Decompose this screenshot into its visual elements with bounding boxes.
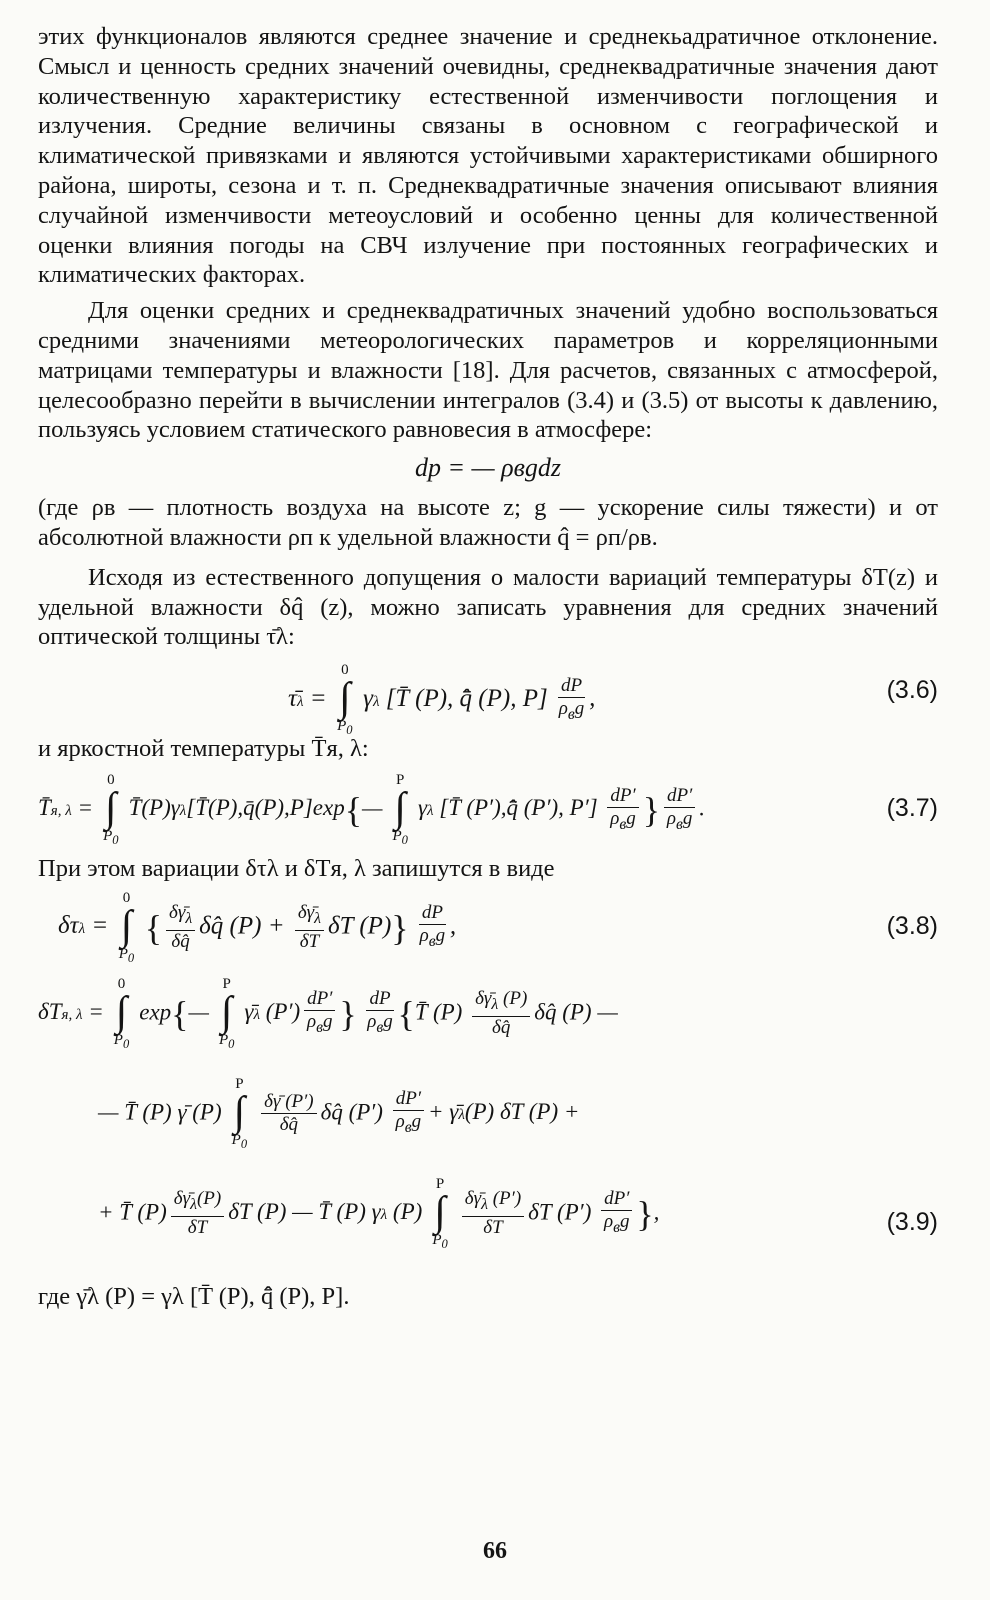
paragraph-5: и яркостной температуры T̄я, λ: — [38, 735, 369, 763]
paragraph-6: При этом вариации δτλ и δTя, λ запишутся в виде — [38, 854, 555, 882]
paragraph-7: где γ̄λ (P) = γλ [T̄ (P), q̄̂ (P), P]. — [38, 1282, 350, 1310]
paragraph-3: (где ρв — плотность воздуха на высоте z; g — ускорение силы тяжести) и от абсолютной влажности ρп к удельной влажности q̂ = ρп/ρв. — [38, 494, 938, 551]
equation-3-8: δτλ = 0 ∫ $P_0$ { $\frac{\delta\gammā_\lambda}{\delta q̂}$ δq̂ (P) + $\frac{\delta\gammā_\lambda}{\delta T}$ δT (P)} $\frac{dP}{\rho_вg}$ , (3.8) — [58, 889, 938, 965]
page-body — [38, 22, 938, 1312]
equation-number-3-9: (3.9) — [886, 1207, 938, 1236]
equation-number-3-6: (3.6) — [886, 676, 938, 705]
equation-static-equilibrium: dp = — ρвgdz — [414, 453, 562, 483]
paragraph-2: Для оценки средних и среднеквадратичных значений удобно воспользоваться средними значениями метеорологических параметров и корреляционными матрицами температуры и влажности [18]. Для расчетов, связанных с атмосферой, целесообразно перейти в вычислении интегралов (3.4) и (3.5) от высоты к давлению, пользуясь условием статического равновесия в атмосфере: — [38, 297, 938, 444]
page-number: 66 — [483, 1538, 507, 1564]
equation-3-9: δTя, λ = 0 ∫ $P_0$ exp{— P ∫ $P_0$ γ̄λ (P′) $\frac{dP'}{\rho_вg}$ } $\frac{dP}{\rho_вg}$ {T̄ (P) $\frac{\delta\gammā_\lambda (P)}{\delta q̂}$ δq̂ (P) — — T̄ (P) γ̄ (P) P ∫ $P_0$ $\frac{\delta\gammā (P')}{\delta q̂}$ δq̂ (P′) $\frac{dP'}{\rho_вg}$ + γ̄λ(P) δT (P) + + T̄ (P) $\frac{\delta\gammā_\lambda(P)}{\delta T}$ δT (P) — T̄ (P) γλ (P) P ∫ $P_0$ $\frac{\delta\gammā_\lambda (P')}{\delta T}$ δT (P′) $\frac{dP'}{\rho_вg}$ }, (3.9) — [38, 975, 938, 1251]
paragraph-1: этих функционалов являются среднее значение и среднекьадратичное отклонение. Смысл и ценность средних значений очевидны, среднеквадратичные значения дают количественную характеристику естественной изменчивости поглощения и излучения. Средние величины связаны в основном с географической и климатической привязками и являются устойчивыми характеристиками обширного района, широты, сезона и т. п. Среднеквадратичные значения описывают влияния случайной изменчивости метеоусловий и особенно ценны для количественной оценки влияния погоды на СВЧ излучение при постоянных географических и климатических факторах. — [38, 23, 938, 289]
equation-3-6: τ̄λ = 0 ∫ $P_0$ γλ [T̄ (P), q̄̂ (P), P] $\frac{dP}{\rho_вg}$ , (3.6) — [288, 662, 938, 738]
equation-number-3-8: (3.8) — [886, 911, 938, 940]
paragraph-4: Исходя из естественного допущения о малости вариаций температуры δT(z) и удельной влажности δq̂ (z), можно записать уравнения для средних значений оптической толщины τ̄λ: — [38, 563, 938, 651]
equation-number-3-7: (3.7) — [886, 793, 938, 822]
equation-3-7: T̄я, λ = 0 ∫ $P_0$ T̄(P)γλ[T̄(P),q̄(P),P]exp{— P ∫ $P_0$ γλ [T̄ (P′),q̄̂ (P′), P′] $\frac{dP'}{\rho_вg}$ } $\frac{dP'}{\rho_вg}$ . (3.7) — [38, 771, 938, 847]
